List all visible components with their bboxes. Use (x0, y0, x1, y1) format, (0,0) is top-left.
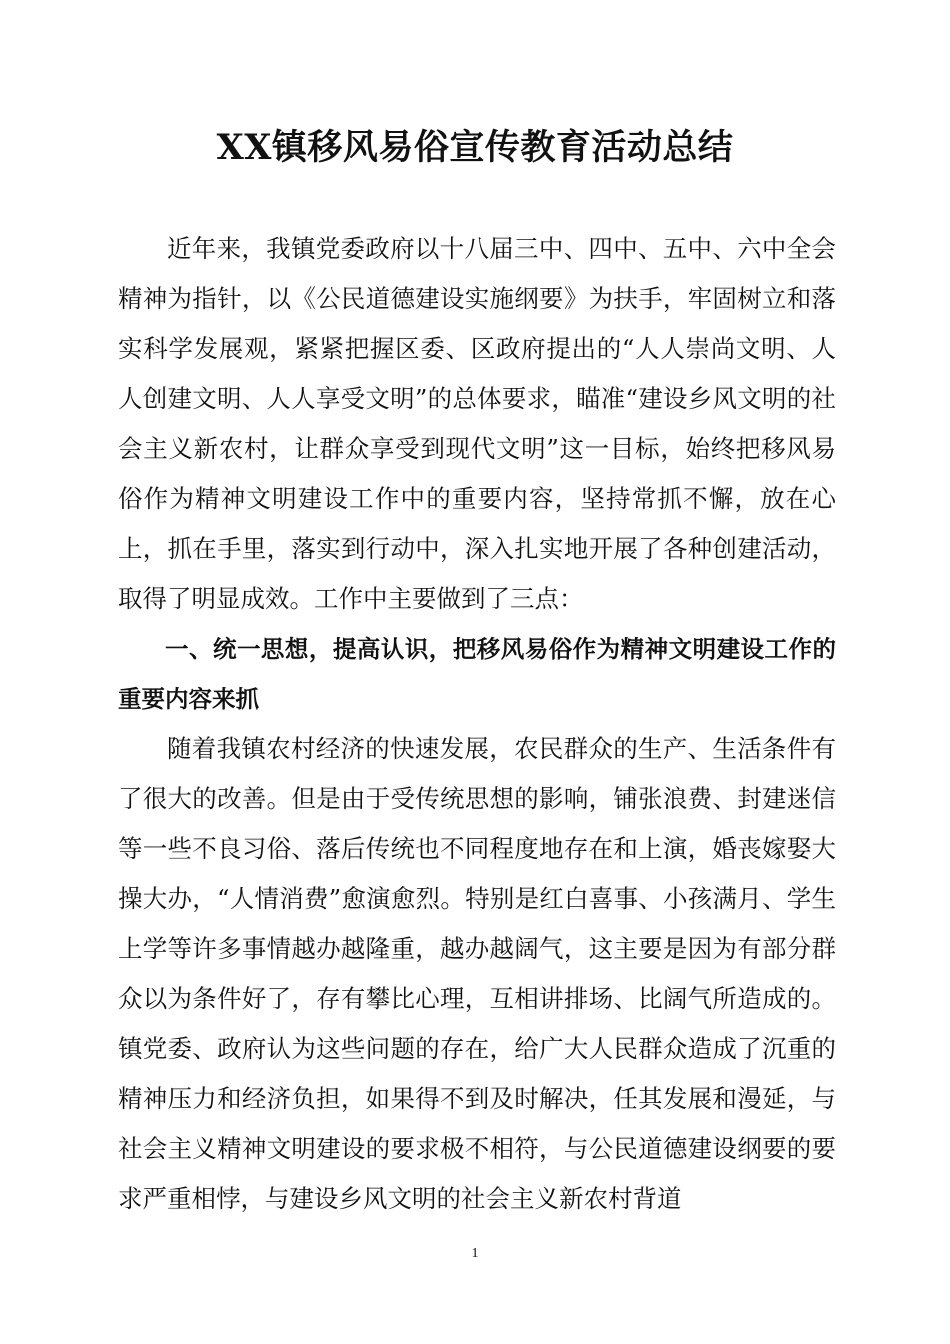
section-heading: 一、统一思想，提高认识，把移风易俗作为精神文明建设工作的重要内容来抓 (118, 635, 836, 713)
section-paragraph: 随着我镇农村经济的快速发展，农民群众的生产、生活条件有了很大的改善。但是由于受传统思想的影响，铺张浪费、封建迷信等一些不良习俗、落后传统也不同程度地存在和上演，婚丧嫁娶大操大办，“人情消费”愈演愈烈。特别是红白喜事、小孩满月、学生上学等许多事情越办越隆重，越办越阔气，这主要是因为有部分群众以为条件好了，存有攀比心理，互相讲排场、比阔气所造成的。镇党委、政府认为这些问题的存在，给广大人民群众造成了沉重的精神压力和经济负担，如果得不到及时解决，任其发展和漫延，与社会主义精神文明建设的要求极不相符，与公民道德建设纲要的要求严重相悖，与建设乡风文明的社会主义新农村背道 (118, 734, 836, 1213)
page-number: 1 (471, 1246, 479, 1261)
document-body (118, 224, 836, 1224)
intro-paragraph: 近年来，我镇党委政府以十八届三中、四中、五中、六中全会精神为指针，以《公民道德建设实施纲要》为扶手，牢固树立和落实科学发展观，紧紧把握区委、区政府提出的“人人崇尚文明、人人创建文明、人人享受文明”的总体要求，瞄准“建设乡风文明的社会主义新农村，让群众享受到现代文明”这一目标，始终把移风易俗作为精神文明建设工作中的重要内容，坚持常抓不懈，放在心上，抓在手里，落实到行动中，深入扎实地开展了各种创建活动，取得了明显成效。工作中主要做到了三点： (118, 234, 836, 613)
document-title: XX镇移风易俗宣传教育活动总结 (216, 127, 734, 168)
